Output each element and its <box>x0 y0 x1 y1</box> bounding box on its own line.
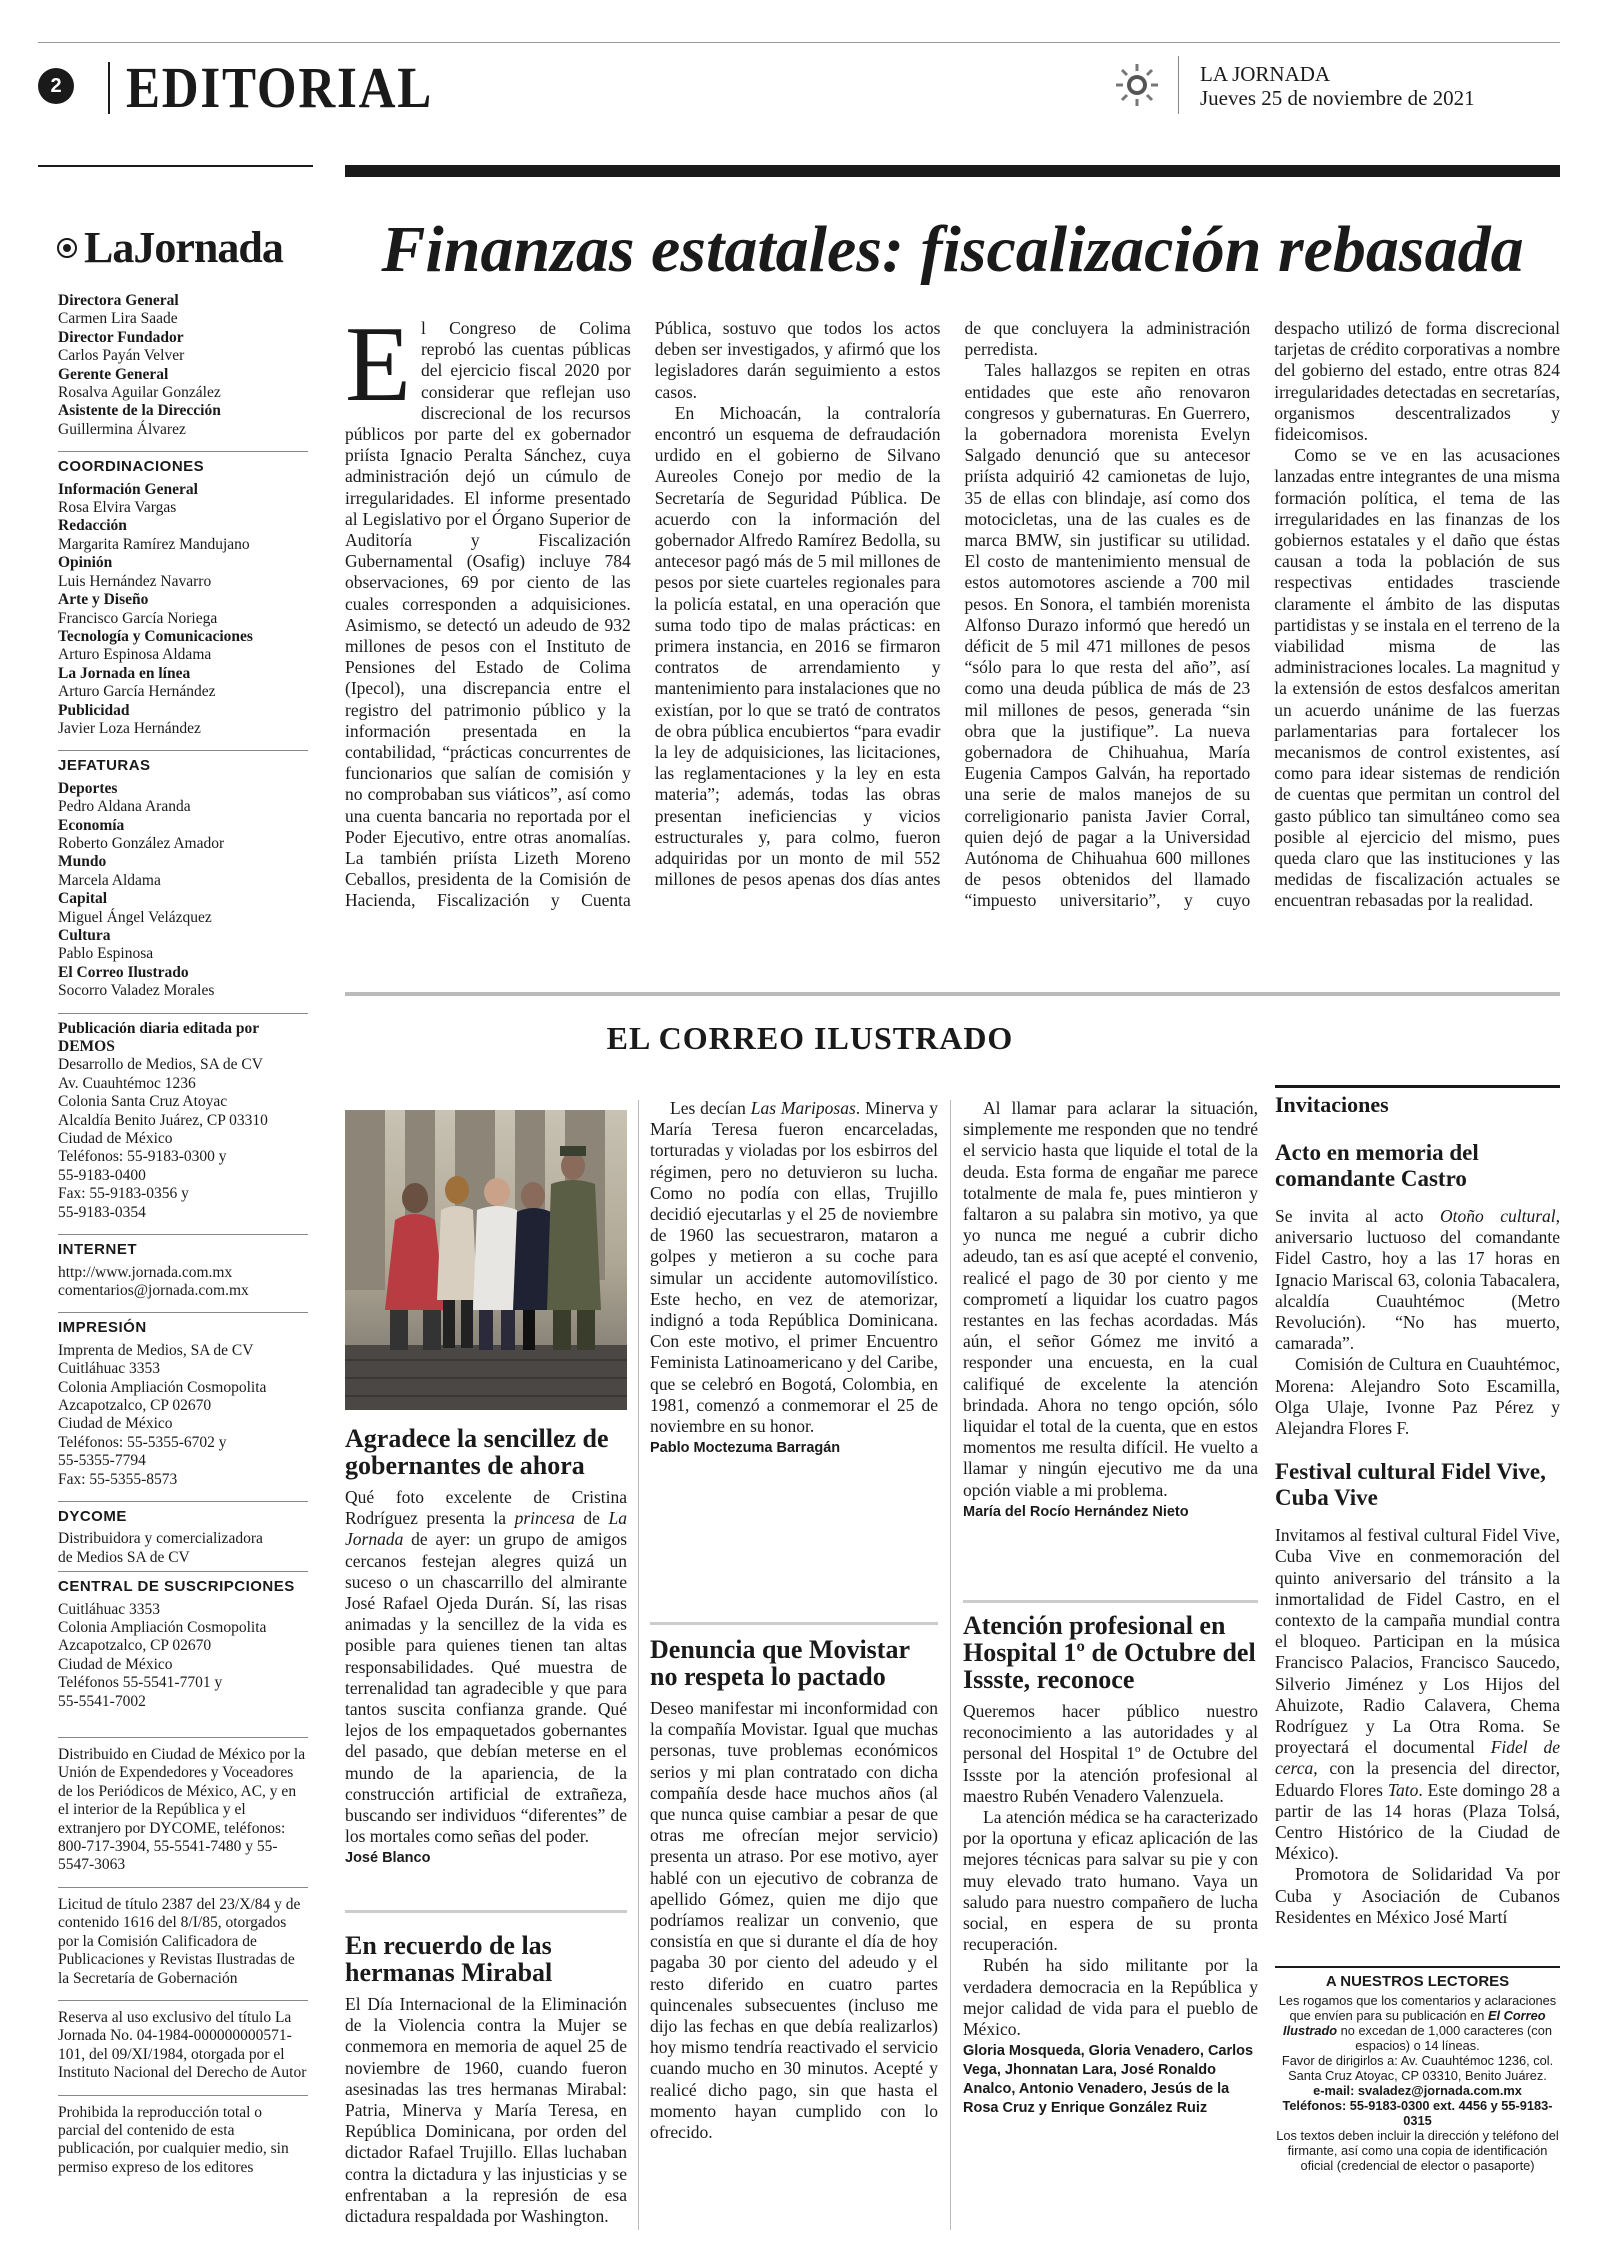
staff-name: Rosa Elvira Vargas <box>58 499 177 517</box>
address-line: Ciudad de México <box>58 1415 173 1433</box>
logo-sun-icon <box>56 237 78 259</box>
invitation-body <box>1275 1206 1560 1354</box>
staff-name: Francisco García Noriega <box>58 609 218 627</box>
staff-role: Director Fundador <box>58 328 184 346</box>
staff-name: Socorro Valadez Morales <box>58 982 215 1000</box>
address-line: Teléfonos: 55-9183-0300 y <box>58 1148 227 1166</box>
text-run: no excedan de 1,000 caracteres (con espacios) o 14 líneas. <box>1337 2023 1552 2053</box>
staff-name: Margarita Ramírez Mandujano <box>58 535 250 553</box>
letter-body: Deseo manifestar mi inconformidad con la compañía Movistar. Igual que muchas personas, tuve problemas económicos serios y mi plan contratado con dicha compañía desde hace muchos años (al que nunca quise cambiar a pesar de que otras me ofrecían mejor servicio) presenta un atraso. Por ese motivo, ayer hablé con un ejecutivo de cobranza de apellido Gómez, quien me dijo que podríamos realizar un convenio, que consistía en que si durante el día de hoy pagaba 30 por ciento del adeudo y el resto diferido en cuatro partes quincenales subsecuentes (incluso me dijo las fechas en que debía realizarlos) hoy mismo tendría reactivado el servicio cuando mucho en 30 minutos. Acepté y realicé dicho pago, sin que hasta el momento hayan cumplido con lo ofrecido. <box>650 1698 938 2143</box>
staff-name: Pedro Aldana Aranda <box>58 798 191 816</box>
legal-license: Licitud de título 2387 del 23/X/84 y de contenido 1616 del 8/I/85, otorgados por la Comisión Calificadora de Publicaciones y Revistas Ilustradas de la Secretaría de Gobernación <box>58 1887 308 1988</box>
address-line: Imprenta de Medios, SA de CV <box>58 1341 254 1359</box>
address-line: 55-9183-0354 <box>58 1203 146 1221</box>
staff-name: Roberto González Amador <box>58 834 225 852</box>
address-line: Colonia Ampliación Cosmopolita <box>58 1619 267 1636</box>
address-line: Colonia Santa Cruz Atoyac <box>58 1093 228 1111</box>
sun-logo-icon <box>1112 60 1162 110</box>
website-link[interactable]: http://www.jornada.com.mx <box>58 1263 233 1281</box>
jefaturas-heading: JEFATURAS <box>58 750 308 775</box>
page-number-badge: 2 <box>38 68 74 104</box>
editorial-text: l Congreso de Colima reprobó las cuentas públicas del ejercicio fiscal 2020 por considerar que reflejan uso discrecional de los recursos públicos por parte del ex gobernador priísta Ignacio Peralta Sánchez, cuya administración dejó un cúmulo de irregularidades. El informe presentado al Legislativo por el Órgano Superior de Auditoría y Fiscalización Gubernamental (Osafig) incluye 784 observaciones, 69 por ciento de las cuales corresponden a adquisiciones. Asimismo, se detectó un adeudo de 932 millones de pesos con el Instituto de Pensiones del Estado de Colima (Ipecol), una discrepancia entre el registro del patrimonio público y la información presentada en la contabilidad, “prácticas concurrentes de funcionarios que salían de comisión y no comprobaban sus viáticos”, así como una cuenta bancaria no reportada por el Poder Ejecutivo, entre otras anomalías. La también priísta Lizeth Moreno Ceballos, presidenta de la Comisión de Hacienda, Fiscalización y Cuenta Pública, sostuvo que todos los actos deben ser investigados, y afirmó que los legisladores darán seguimiento a estos casos. <box>345 318 941 911</box>
legal-reserve: Reserva al uso exclusivo del título La Jornada No. 04-1984-000000000571-101, del 09/XI/1984, otorgada por el Instituto Nacional del Derecho de Autor <box>58 2000 308 2083</box>
suscripciones-heading: CENTRAL DE SUSCRIPCIONES <box>58 1571 308 1596</box>
address-line: Av. Cuauhtémoc 1236 <box>58 1074 196 1092</box>
editorial-paragraph: En Michoacán, la contraloría encontró un esquema de defraudación urdido en el gobierno de Silvano Aureoles Conejo por medio de la Secretaría de Seguridad Pública. De acuerdo con la información del gobernador Alfredo Ramírez Bedolla, su antecesor pagó más de 5 mil millones de pesos por siete cuarteles regionales para la policía estatal, en una operación que suma todo tipo de malas prácticas: en primera instancia, en 2016 se firmaron contratos de arrendamiento y mantenimiento para instalaciones que no existían, por lo que se trató de contratos de obra pública encubiertos “para evadir la ley de adquisiciones, las licitaciones, las reglamentaciones y la ley en esta materia”; además, todas las obras presentan ineficiencias y vicios estructurales y, para colmo, fueron adquiridas por un monto de mil 552 millones de pesos apenas dos días antes de que concluyera la administración perredista. <box>654 318 1251 890</box>
staff-name: Carmen Lira Saade <box>58 310 178 328</box>
letter-body: La atención médica se ha caracterizado por la oportuna y eficaz aplicación de las mejores técnicas para salvar su pie y con muy elevado trato humano. Vaya un saludo para nuestro compañero de lucha social, en espera de su pronta recuperación. <box>963 1807 1258 1955</box>
staff-name: Arturo García Hernández <box>58 683 216 701</box>
header-divider <box>108 62 110 114</box>
staff-role: Arte y Diseño <box>58 591 149 609</box>
address-line: Azcapotzalco, CP 02670 <box>58 1396 212 1414</box>
letter-movistar-cont <box>963 1098 1258 1522</box>
staff-role: Información General <box>58 480 198 498</box>
letter-title: Denuncia que Movistar no respeta lo pactado <box>650 1635 910 1691</box>
letter-body <box>650 1098 938 1437</box>
text-run-italic: La Jornada <box>345 1508 627 1550</box>
legal-distribution: Distribuido en Ciudad de México por la Unión de Expendedores y Voceadores de los Periódicos de México, AC, y en el interior de la República y el extranjero por DYCOME, teléfonos: 800-717-3904, 55-5541-7480 y 55-5547-3063 <box>58 1737 308 1875</box>
drop-cap: E <box>345 305 411 424</box>
staff-role: Directora General <box>58 292 179 309</box>
masthead-logo <box>56 222 283 273</box>
publicacion-address <box>58 1056 308 1222</box>
invitation-title: Acto en memoria del comandante Castro <box>1275 1140 1479 1191</box>
address-line: Distribuidora y comercializadora <box>58 1530 263 1548</box>
staff-role: Deportes <box>58 779 118 797</box>
text-run-italic: El Correo Ilustrado <box>1283 2008 1546 2038</box>
officials-laughing-photo <box>345 1110 627 1410</box>
address-line: Ciudad de México <box>58 1655 173 1673</box>
staff-name: Carlos Payán Velver <box>58 347 185 365</box>
address-line: 55-9183-0400 <box>58 1166 146 1184</box>
address-line: Alcaldía Benito Juárez, CP 03310 <box>58 1111 268 1129</box>
text-run-italic: Otoño cultural <box>1439 1206 1556 1226</box>
staff-role: Economía <box>58 816 125 834</box>
letter-separator <box>650 1622 938 1625</box>
text-run: Invitamos al festival cultural Fidel Vive, Cuba Vive en conmemoración del quinto aniversario del tránsito a la inmortalidad de Fidel Castro, en el contexto de la campaña mundial contra el bloqueo. Participan en la música Francisco Palacios, Francisco Saucedo, Silverio Jiménez y Los Hijos del Ahuizote, Radio Calavera, Chema Rodríguez y La Otra Roma. Se proyectará el documental <box>1275 1525 1560 1758</box>
internet-heading: INTERNET <box>58 1234 308 1259</box>
staff-name: Luis Hernández Navarro <box>58 572 212 590</box>
text-run: de <box>574 1508 609 1529</box>
staff-role: Gerente General <box>58 365 169 383</box>
staff-name: Arturo Espinosa Aldama <box>58 646 212 664</box>
letter-body: Rubén ha sido militante por la verdadera democracia en la República y mejor calidad de vida para el pueblo de México. <box>963 1955 1258 2040</box>
invitation-title: Festival cultural Fidel Vive, Cuba Vive <box>1275 1459 1546 1511</box>
paper-name: LA JORNADA <box>1200 62 1331 86</box>
letter-signature: José Blanco <box>345 1850 431 1867</box>
staff-role: El Correo Ilustrado <box>58 963 189 981</box>
internet-links <box>58 1264 308 1301</box>
readers-notice <box>1275 1966 1560 2173</box>
letter-agradece <box>345 1425 627 1868</box>
address-line: Desarrollo de Medios, SA de CV <box>58 1056 263 1074</box>
letter-mirabal-cont <box>650 1098 938 1458</box>
readers-notice-phones: Teléfonos: 55-9183-0300 ext. 4456 y 55-9183-0315 <box>1282 2098 1553 2128</box>
text-run-italic: Las Mariposas <box>750 1098 856 1118</box>
editorial-title: Finanzas estatales: fiscalización rebasada <box>381 213 1524 286</box>
staff-role: La Jornada en línea <box>58 664 191 682</box>
address-line: Ciudad de México <box>58 1130 173 1148</box>
invitaciones-heading: Invitaciones <box>1275 1085 1560 1118</box>
dycome-lines <box>58 1530 308 1567</box>
news-photo <box>345 1110 627 1410</box>
address-line: de Medios SA de CV <box>58 1548 190 1566</box>
letter-title: En recuerdo de las hermanas Mirabal <box>345 1931 553 1987</box>
invitaciones-column <box>1275 1130 1560 1928</box>
address-line: Cuitláhuac 3353 <box>58 1600 161 1618</box>
staff-name: Marcela Aldama <box>58 871 161 889</box>
address-line: 55-5541-7002 <box>58 1692 146 1710</box>
letter-issste <box>963 1612 1258 2118</box>
staff-name: Guillermina Álvarez <box>58 420 186 438</box>
readers-notice-email[interactable]: e-mail: svaladez@jornada.com.mx <box>1313 2083 1522 2098</box>
address-line: Teléfonos 55-5541-7701 y <box>58 1674 223 1692</box>
text-run-italic: princesa <box>514 1508 575 1529</box>
staff-role: Publicidad <box>58 701 130 719</box>
text-run: . Minerva y María Teresa fueron encarceladas, torturadas y violadas por los esbirros del régimen, pero no detuvieron su lucha. Como no podía con ellas, Trujillo decidió ejecutarlas y el 25 de noviembre de 1960 las secuestraron, mataron a golpes y metieron a su coche para simular un accidente automovilístico. Este hecho, en vez de atemorizar, indignó a toda República Dominicana. Con este motivo, el primer Encuentro Feminista Latinoamericano y del Caribe, que se celebró en Bogotá, Colombia, en 1981, comenzó a conmemorar el 25 de noviembre en su honor. <box>650 1098 938 1437</box>
text-run: Les decían <box>670 1098 751 1118</box>
issue-date: Jueves 25 de noviembre de 2021 <box>1200 86 1475 110</box>
letter-movistar <box>650 1636 938 2143</box>
text-run: de ayer: un grupo de amigos cercanos festejan alegres quizá un suceso o un chascarrillo del almirante José Rafael Ojeda Durán. Sí, las risas animadas y la sencillez de la vida es posible para quienes tienen tan altas responsabilidades. Qué muestra de terrenalidad tan agradecible y que para tantos suscita confianza grande. Qué lejos de los empaquetados gobernantes del pasado, que debían meterse en el mundo de la apariencia, de la construcción artificial de extrañeza, buscando ser individuos “diferentes” de los mortales como señas del poder. <box>345 1529 627 1847</box>
letter-separator <box>345 1910 627 1913</box>
staff-name: Rosalva Aguilar González <box>58 384 221 402</box>
correo-ilustrado-title: EL CORREO ILUSTRADO <box>606 1020 1014 1056</box>
masthead-directory <box>58 292 308 2189</box>
impresion-heading: IMPRESIÓN <box>58 1312 308 1337</box>
suscripciones-address <box>58 1601 308 1711</box>
staff-name: Javier Loza Hernández <box>58 719 201 737</box>
letter-body: Queremos hacer público nuestro reconocimiento a las autoridades y al personal del Hospital 1º de Octubre del Issste por la atención profesional al maestro Rubén Venadero Valenzuela. <box>963 1701 1258 1806</box>
editorial-body <box>345 305 1560 978</box>
editorial-paragraph: Como se ve en las acusaciones lanzadas entre integrantes de una misma formación política, el tema de las irregularidades en las finanzas de los gobiernos estatales y el daño que éstas causan a toda la población de sus respectivas entidades trasciende claramente el ámbito de las disputas partidistas y se instala en el terreno de la viabilidad misma de las administraciones locales. La magnitud y la extensión de estos desfalcos ameritan un acuerdo unánime de las fuerzas parlamentarias para fortalecer los mecanismos de control existentes, así como para idear sistemas de rendición de cuentas que permitan un control del gasto público tan simultáneo como sea posible al ejercicio del mismo, pues queda claro que las instituciones y las medidas de fiscalización actuales se encuentran rebasadas por la realidad. <box>1274 445 1560 911</box>
readers-notice-text <box>1275 1993 1560 2053</box>
staff-role: Cultura <box>58 927 111 944</box>
logo-text: LaJornada <box>84 223 283 272</box>
letter-title: Agradece la sencillez de gobernantes de ahora <box>345 1424 609 1480</box>
text-run: . Este domingo 28 a partir de las 14 horas (Plaza Tolsá, Centro Histórico de la Ciudad de México). <box>1275 1779 1560 1864</box>
staff-role: Tecnología y Comunicaciones <box>58 627 253 645</box>
letter-signature: María del Rocío Hernández Nieto <box>963 1503 1189 1520</box>
header-divider-right <box>1178 56 1179 114</box>
staff-name: Pablo Espinosa <box>58 945 154 963</box>
letter-signature: Gloria Mosqueda, Gloria Venadero, Carlos Vega, Jhonnatan Lara, José Ronaldo Analco, Antonio Venadero, Jesús de la Rosa Cruz y Enrique González Ruiz <box>963 2043 1254 2117</box>
staff-role: Redacción <box>58 517 127 535</box>
address-line: Cuitláhuac 3353 <box>58 1360 161 1378</box>
address-line: Azcapotzalco, CP 02670 <box>58 1637 212 1655</box>
invitation-body: Comisión de Cultura en Cuauhtémoc, Morena: Alejandro Soto Escamilla, Olga Ulaje, Ivonne Paz Pérez y Alejandra Flores F. <box>1275 1354 1560 1439</box>
text-run: , aniversario luctuoso del comandante Fidel Castro, hoy a las 17 horas en Ignacio Mariscal 63, colonia Tabacalera, alcaldía Cuauhtémoc (Metro Revolución). “No has muerto, camarada”. <box>1275 1206 1560 1354</box>
paper-info <box>1200 62 1475 110</box>
coordinaciones-list <box>58 481 308 739</box>
jefaturas-list <box>58 780 308 1001</box>
coordinaciones-heading: COORDINACIONES <box>58 451 308 476</box>
text-run: Se invita al acto <box>1275 1206 1440 1226</box>
staff-role: Capital <box>58 890 108 908</box>
staff-list <box>58 292 308 439</box>
text-run-italic: Fidel de cerca <box>1275 1737 1560 1779</box>
letter-body <box>345 1487 627 1847</box>
letter-separator <box>963 1600 1258 1603</box>
masthead-rule <box>38 165 313 167</box>
readers-notice-requirements: Los textos deben incluir la dirección y teléfono del firmante, así como una copia de identificación oficial (credencial de elector o pasaporte) <box>1276 2128 1559 2173</box>
text-run-italic: Tato <box>1387 1779 1419 1800</box>
text-run: , con la presencia del director, Eduardo Flores <box>1275 1758 1560 1800</box>
dycome-heading: DYCOME <box>58 1501 308 1526</box>
column-divider <box>950 1100 951 2230</box>
address-line: Colonia Ampliación Cosmopolita <box>58 1378 267 1396</box>
address-line: Teléfonos: 55-5355-6702 y <box>58 1433 227 1451</box>
invitation-body: Promotora de Solidaridad Va por Cuba y Asociación de Cubanos Residentes en México José Martí <box>1275 1864 1560 1927</box>
address-line: Fax: 55-9183-0356 y <box>58 1185 189 1203</box>
publicacion-heading: Publicación diaria editada por DEMOS <box>58 1013 308 1057</box>
address-line: Fax: 55-5355-8573 <box>58 1470 178 1488</box>
readers-notice-title: A NUESTROS LECTORES <box>1325 1973 1510 1990</box>
top-rule <box>38 42 1560 43</box>
section-rule <box>345 992 1560 996</box>
letter-mirabal-start <box>345 1932 627 2227</box>
letter-body: El Día Internacional de la Eliminación de la Violencia contra la Mujer se conmemora en memoria de aquel 25 de noviembre de 1960, cuando fueron asesinadas las tres hermanas Mirabal: Patria, Minerva y María Teresa, en República Dominicana, por orden del dictador Rafael Trujillo. Ellas luchaban contra la dictadura y las injusticias y se enfrentaban a la represión de esa dictadura respaldada por Washington. <box>345 1994 627 2227</box>
readers-notice-address: Favor de dirigirlos a: Av. Cuauhtémoc 1236, col. Santa Cruz Atoyac, CP 03310, Benito Juárez. <box>1281 2053 1554 2083</box>
staff-role: Opinión <box>58 554 113 572</box>
text-run: Qué foto excelente de Cristina Rodríguez presenta la <box>345 1487 627 1529</box>
invitation-body <box>1275 1525 1560 1864</box>
legal-copyright: Prohibida la reproducción total o parcial del contenido de esta publicación, por cualquier medio, sin permiso expreso de los editores <box>58 2095 308 2178</box>
column-divider <box>638 1100 639 2230</box>
impresion-address <box>58 1342 308 1489</box>
email-link[interactable]: comentarios@jornada.com.mx <box>58 1281 249 1299</box>
address-line: 55-5355-7794 <box>58 1452 146 1470</box>
staff-role: Mundo <box>58 853 107 871</box>
staff-role: Asistente de la Dirección <box>58 402 221 420</box>
letter-body: Al llamar para aclarar la situación, simplemente me responden que no tendré el servicio hasta que liquide el total de la deuda. Esta forma de engañar me parece totalmente de mala fe, pues mintieron y faltaron a su palabra sin motivo, ya que yo nunca me negué a cubrir dicho adeudo, tan es así que acepté el convenio, realicé el pago de 30 por ciento y me comprometí a liquidar los cuatro pagos restantes en las fechas acordadas. Más aún, el señor Gómez me invitó a responder una encuesta, en la cual califiqué de excelente la atención brindada. Ahora no tengo opción, sólo liquidar el total de la cuenta, que en estos momentos me resulta difícil. He vuelto a llamar y ningún ejecutivo me da una opción viable a mi problema. <box>963 1098 1258 1500</box>
staff-name: Miguel Ángel Velázquez <box>58 908 212 926</box>
text-run: Les rogamos que los comentarios y aclaraciones que envíen para su publicación en <box>1278 1993 1557 2023</box>
editorial-bar <box>345 165 1560 177</box>
editorial-paragraph: Tales hallazgos se repiten en otras entidades que este año renovaron congresos y gubernaturas. En Guerrero, la gobernadora morenista Evelyn Salgado denunció que su antecesor priísta adquirió 42 camionetas de lujo, 35 de ellas con blindaje, así como dos motocicletas, una de las cuales es de marca BMW, sin justificar su utilidad. El costo de mantenimiento mensual de estos automotores asciende a 700 mil pesos. En Sonora, el también morenista Alfonso Durazo informó que heredó un déficit de 5 mil 471 millones de pesos “sólo para lo que resta del año”, así como una deuda pública de más de 23 mil millones de pesos, generada “sin obra que la justifique”. La nueva gobernadora de Chihuahua, María Eugenia Campos Galván, ha reportado una serie de malos manejos de su correligionario panista Javier Corral, quien dejó de pagar a la Universidad Autónoma de Chihuahua 600 millones de pesos obtenidos del llamado “impuesto universitario”, y cuyo despacho utilizó de forma discrecional tarjetas de crédito corporativas a nombre del gobierno del estado, entre otras 824 irregularidades detectadas en secretarías, organismos descentralizados y fideicomisos. <box>964 318 1560 911</box>
letter-signature: Pablo Moctezuma Barragán <box>650 1440 841 1457</box>
section-title: EDITORIAL <box>126 55 434 120</box>
letter-title: Atención profesional en Hospital 1º de Octubre del Issste, reconoce <box>963 1611 1256 1694</box>
